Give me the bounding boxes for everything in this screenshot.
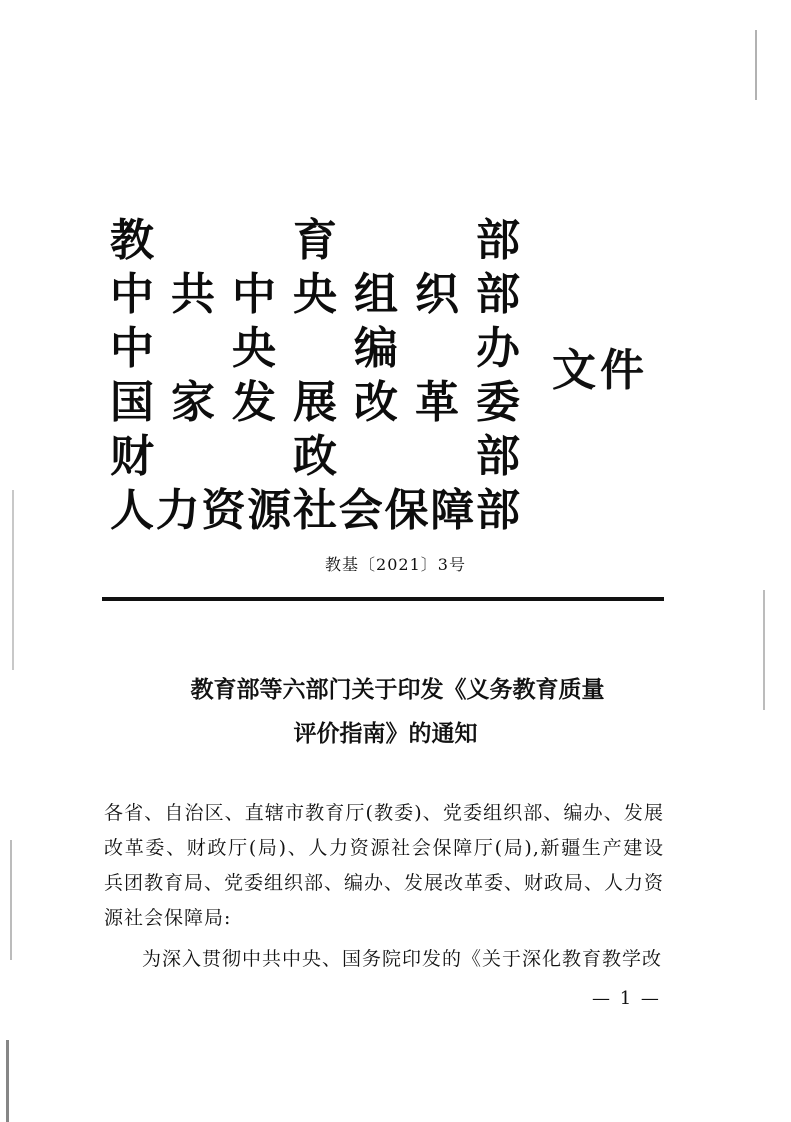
issuer-character: 源 [247, 485, 292, 536]
issuer-character: 展 [293, 377, 337, 428]
issuer-block [110, 214, 520, 538]
issuer-line [110, 430, 520, 484]
issuer-character: 政 [293, 431, 337, 482]
issuer-character: 育 [293, 215, 337, 266]
issuer-character: 教 [110, 215, 154, 266]
issuer-character: 委 [476, 377, 520, 428]
scan-edge-mark [755, 30, 757, 100]
document-body [104, 796, 664, 977]
issuer-character: 力 [155, 485, 200, 536]
issuer-character: 编 [354, 323, 398, 374]
issuer-character: 部 [476, 269, 520, 320]
issuer-character: 国 [110, 377, 154, 428]
issuer-character: 中 [232, 269, 276, 320]
issuer-character: 织 [415, 269, 459, 320]
issuer-character: 发 [232, 377, 276, 428]
notice-title-line-1: 教育部等六部门关于印发《义务教育质量 [190, 677, 605, 703]
issuer-character: 财 [110, 431, 154, 482]
issuer-line [110, 268, 520, 322]
issuer-character: 障 [430, 485, 475, 536]
issuer-character: 保 [384, 485, 429, 536]
scan-edge-mark [10, 840, 12, 960]
issuer-character: 资 [201, 485, 246, 536]
issuer-character: 会 [338, 485, 383, 536]
issuer-character: 共 [171, 269, 215, 320]
issuer-character: 中 [110, 269, 154, 320]
issuer-character: 社 [293, 485, 337, 536]
page-number: — 1 — [592, 988, 661, 1009]
document-kind: 文件 [552, 345, 648, 396]
body-paragraph: 为深入贯彻中共中央、国务院印发的《关于深化教育教学改 [142, 948, 663, 970]
issuer-character: 部 [476, 215, 520, 266]
issuer-line [110, 214, 520, 268]
issuer-line [110, 322, 520, 376]
scan-edge-mark [6, 1040, 9, 1122]
issuer-character: 央 [293, 269, 337, 320]
issuer-character: 组 [354, 269, 398, 320]
issuer-character: 人 [110, 485, 154, 536]
issuer-character: 部 [476, 485, 520, 536]
issuer-line [110, 484, 520, 538]
issuer-character: 改 [354, 377, 398, 428]
issuer-character: 革 [415, 377, 459, 428]
document-number: 教基〔2021〕3号 [325, 555, 466, 574]
header-rule [102, 597, 664, 601]
addressees: 各省、自治区、直辖市教育厅(教委)、党委组织部、编办、发展改革委、财政厅(局)、人力资源社会保障厅(局),新疆生产建设兵团教育局、党委组织部、编办、发展改革委、财政局、人力资源社会保障局: [104, 802, 665, 929]
scan-edge-mark [12, 490, 14, 670]
notice-title-line-2: 评价指南》的通知 [293, 721, 478, 747]
issuer-character: 家 [171, 377, 215, 428]
issuer-character: 央 [232, 323, 276, 374]
notice-title [0, 668, 791, 756]
issuer-character: 办 [476, 323, 520, 374]
issuer-character: 中 [110, 323, 154, 374]
issuer-line [110, 376, 520, 430]
issuer-character: 部 [476, 431, 520, 482]
